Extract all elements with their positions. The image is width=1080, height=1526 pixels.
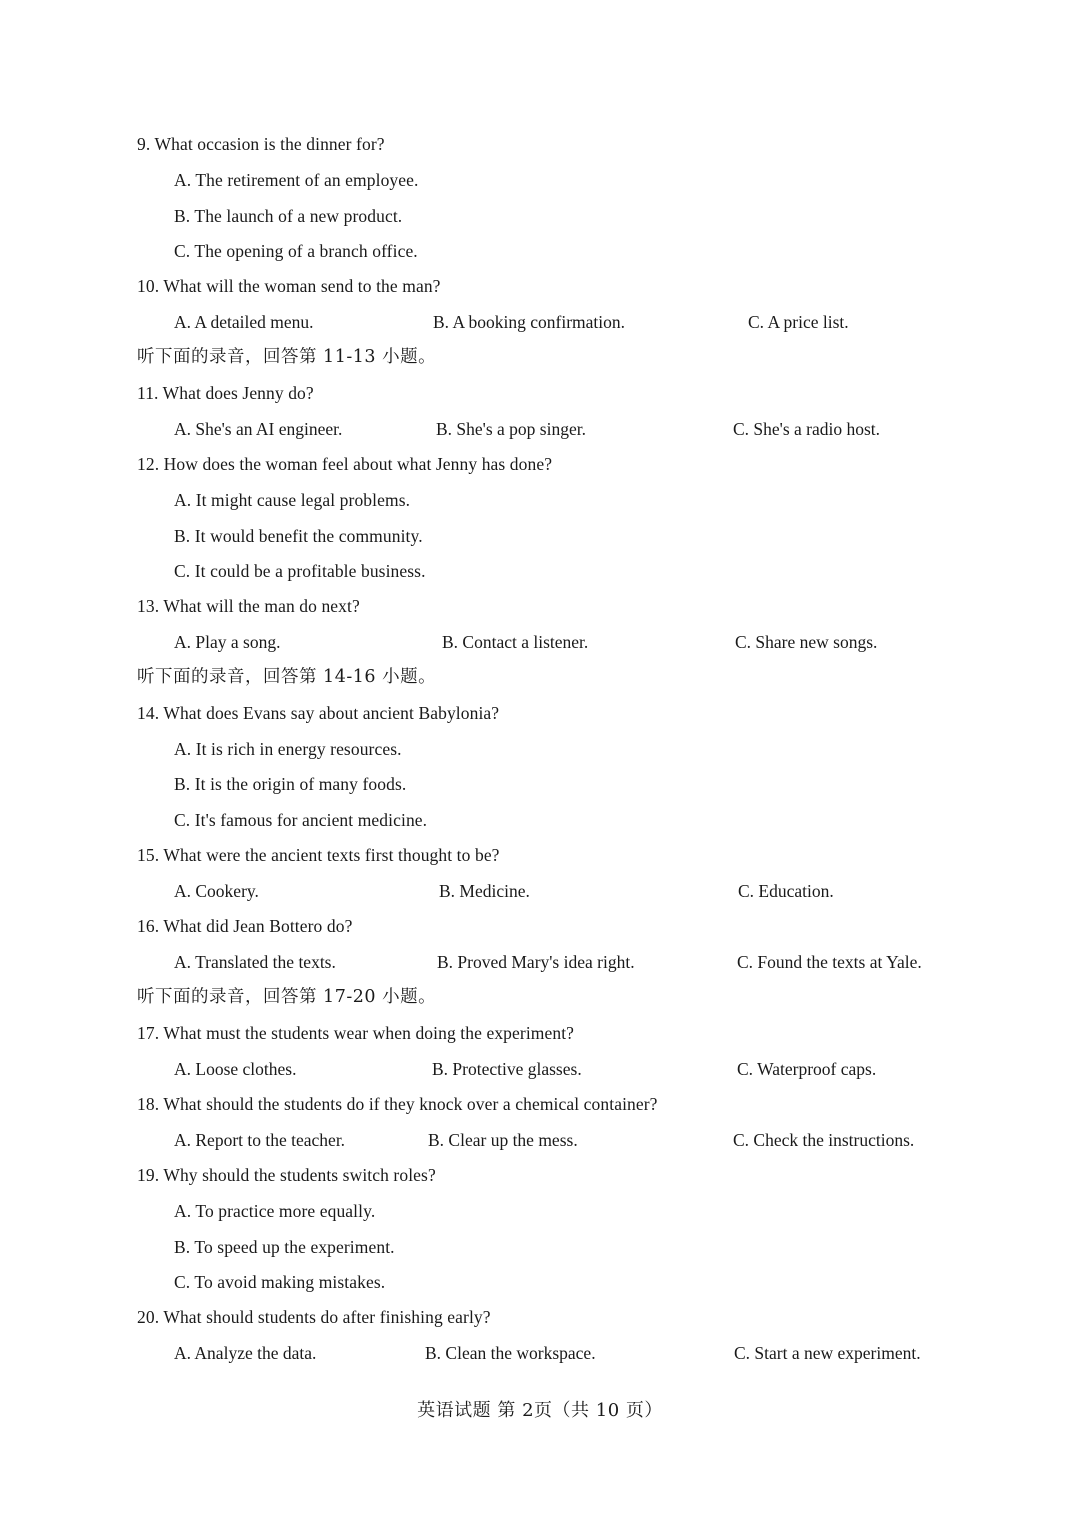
question-15-option-a: A. Cookery. bbox=[174, 881, 259, 901]
question-11-option-b: B. She's a pop singer. bbox=[436, 419, 586, 439]
question-10-option-c: C. A price list. bbox=[748, 312, 849, 332]
question-16-option-a: A. Translated the texts. bbox=[174, 952, 336, 972]
question-17-option-a: A. Loose clothes. bbox=[174, 1059, 297, 1079]
section-instruction-14-16: 听下面的录音，回答第 14-16 小题。 bbox=[137, 667, 437, 687]
question-13-option-c: C. Share new songs. bbox=[735, 632, 878, 652]
question-19-option-c: C. To avoid making mistakes. bbox=[174, 1272, 386, 1292]
question-13-option-a: A. Play a song. bbox=[174, 632, 281, 652]
question-18-option-a: A. Report to the teacher. bbox=[174, 1130, 346, 1150]
question-10-option-b: B. A booking confirmation. bbox=[433, 312, 626, 332]
question-13-options bbox=[0, 631, 1080, 653]
question-10-stem: 10. What will the woman send to the man? bbox=[137, 276, 441, 296]
question-15-stem: 15. What were the ancient texts first thought to be? bbox=[137, 845, 500, 865]
question-16-stem: 16. What did Jean Bottero do? bbox=[137, 916, 353, 936]
question-16-options bbox=[0, 951, 1080, 973]
question-16-option-b: B. Proved Mary's idea right. bbox=[437, 952, 635, 972]
question-14-option-a: A. It is rich in energy resources. bbox=[174, 739, 402, 759]
question-20-options bbox=[0, 1342, 1080, 1364]
question-9-option-a: A. The retirement of an employee. bbox=[174, 170, 419, 190]
question-17-options bbox=[0, 1058, 1080, 1080]
question-14-stem: 14. What does Evans say about ancient Babylonia? bbox=[137, 703, 500, 723]
question-12-option-b: B. It would benefit the community. bbox=[174, 526, 423, 546]
question-18-stem: 18. What should the students do if they knock over a chemical container? bbox=[137, 1094, 658, 1114]
question-14-option-c: C. It's famous for ancient medicine. bbox=[174, 810, 428, 830]
question-20-option-c: C. Start a new experiment. bbox=[734, 1343, 921, 1363]
question-11-stem: 11. What does Jenny do? bbox=[137, 383, 314, 403]
question-17-stem: 17. What must the students wear when doing the experiment? bbox=[137, 1023, 575, 1043]
question-10-options bbox=[0, 311, 1080, 333]
question-18-option-b: B. Clear up the mess. bbox=[428, 1130, 578, 1150]
question-9-stem: 9. What occasion is the dinner for? bbox=[137, 134, 385, 154]
question-9-option-c: C. The opening of a branch office. bbox=[174, 241, 418, 261]
question-13-stem: 13. What will the man do next? bbox=[137, 596, 360, 616]
question-13-option-b: B. Contact a listener. bbox=[442, 632, 589, 652]
question-12-option-c: C. It could be a profitable business. bbox=[174, 561, 426, 581]
question-12-stem: 12. How does the woman feel about what Jenny has done? bbox=[137, 454, 553, 474]
question-19-stem: 19. Why should the students switch roles? bbox=[137, 1165, 436, 1185]
question-17-option-b: B. Protective glasses. bbox=[432, 1059, 582, 1079]
question-11-option-c: C. She's a radio host. bbox=[733, 419, 881, 439]
question-20-stem: 20. What should students do after finishing early? bbox=[137, 1307, 491, 1327]
question-20-option-b: B. Clean the workspace. bbox=[425, 1343, 596, 1363]
question-10-option-a: A. A detailed menu. bbox=[174, 312, 314, 332]
question-14-option-b: B. It is the origin of many foods. bbox=[174, 774, 407, 794]
question-9-option-b: B. The launch of a new product. bbox=[174, 206, 403, 226]
question-20-option-a: A. Analyze the data. bbox=[174, 1343, 317, 1363]
section-instruction-11-13: 听下面的录音，回答第 11-13 小题。 bbox=[137, 347, 437, 367]
question-15-option-b: B. Medicine. bbox=[439, 881, 530, 901]
question-15-options bbox=[0, 880, 1080, 902]
question-11-options bbox=[0, 418, 1080, 440]
question-12-option-a: A. It might cause legal problems. bbox=[174, 490, 411, 510]
section-instruction-17-20: 听下面的录音，回答第 17-20 小题。 bbox=[137, 987, 437, 1007]
question-19-option-b: B. To speed up the experiment. bbox=[174, 1237, 395, 1257]
question-16-option-c: C. Found the texts at Yale. bbox=[737, 952, 922, 972]
page-footer: 英语试题 第 2页（共 10 页） bbox=[417, 1400, 663, 1421]
question-11-option-a: A. She's an AI engineer. bbox=[174, 419, 343, 439]
question-19-option-a: A. To practice more equally. bbox=[174, 1201, 376, 1221]
question-18-options bbox=[0, 1129, 1080, 1151]
question-17-option-c: C. Waterproof caps. bbox=[737, 1059, 877, 1079]
question-18-option-c: C. Check the instructions. bbox=[733, 1130, 915, 1150]
question-15-option-c: C. Education. bbox=[738, 881, 834, 901]
